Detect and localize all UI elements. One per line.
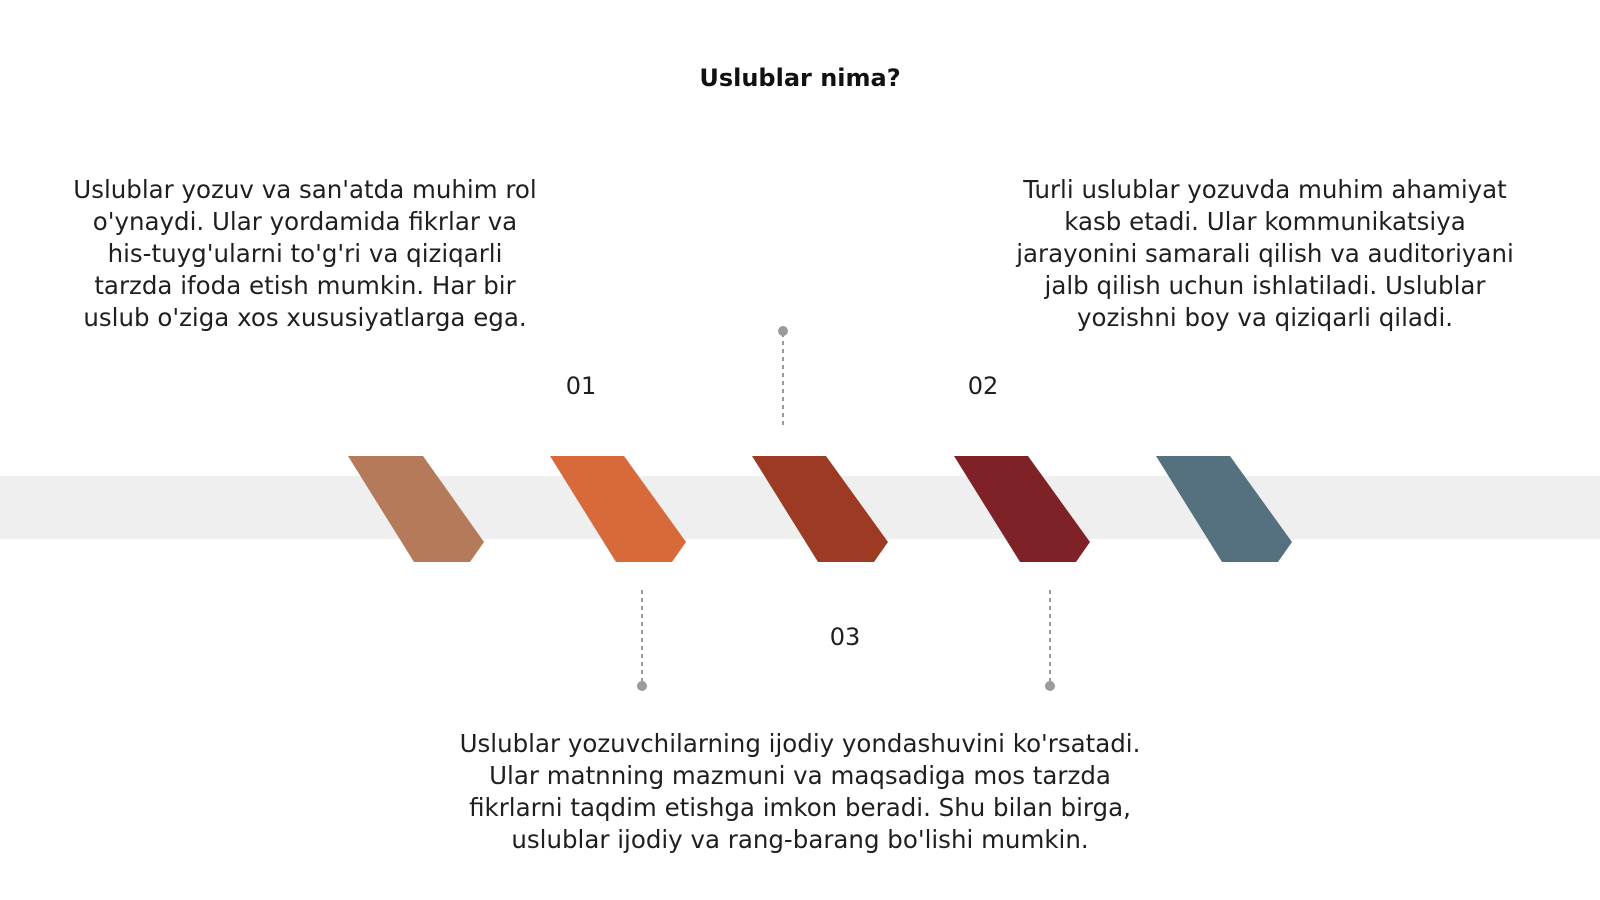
- connector-dot-bottom-left: [637, 681, 647, 691]
- chevron-5: [1156, 456, 1292, 562]
- chevron-shapes: [348, 456, 1292, 562]
- chevron-4: [954, 456, 1090, 562]
- step-1-description: Uslublar yozuv va san'atda muhim rol o'ynaydi. Ular yordamida fikrlar va his-tuyg'ularni to'g'ri va qiziqarli tarzda ifoda etish mumkin. Har bir uslub o'ziga xos xususiyatlarga ega.: [73, 175, 537, 332]
- connector-top: [778, 326, 788, 428]
- step-number-01: 01: [565, 372, 597, 400]
- connector-bottom-right: [1045, 590, 1055, 691]
- step-number-03: 03: [829, 623, 861, 651]
- step-3-description: Uslublar yozuvchilarning ijodiy yondashuvini ko'rsatadi. Ular matnning mazmuni va maqsadiga mos tarzda fikrlarni taqdim etishga imkon beradi. Shu bilan birga, uslublar ijodiy va rang-barang bo'lishi mumkin.: [459, 729, 1141, 854]
- connector-dot-bottom-right: [1045, 681, 1055, 691]
- connector-dot-top: [778, 326, 788, 336]
- connector-bottom-left: [637, 590, 647, 691]
- step-2-description: Turli uslublar yozuvda muhim ahamiyat kasb etadi. Ular kommunikatsiya jarayonini samarali qilish va auditoriyani jalb qilish uchun ishlatiladi. Uslublar yozishni boy va qiziqarli qiladi.: [1016, 175, 1514, 332]
- chevron-2: [550, 456, 686, 562]
- step-number-02: 02: [967, 372, 999, 400]
- slide-title: Uslublar nima?: [699, 64, 901, 92]
- chevron-1: [348, 456, 484, 562]
- chevron-3: [752, 456, 888, 562]
